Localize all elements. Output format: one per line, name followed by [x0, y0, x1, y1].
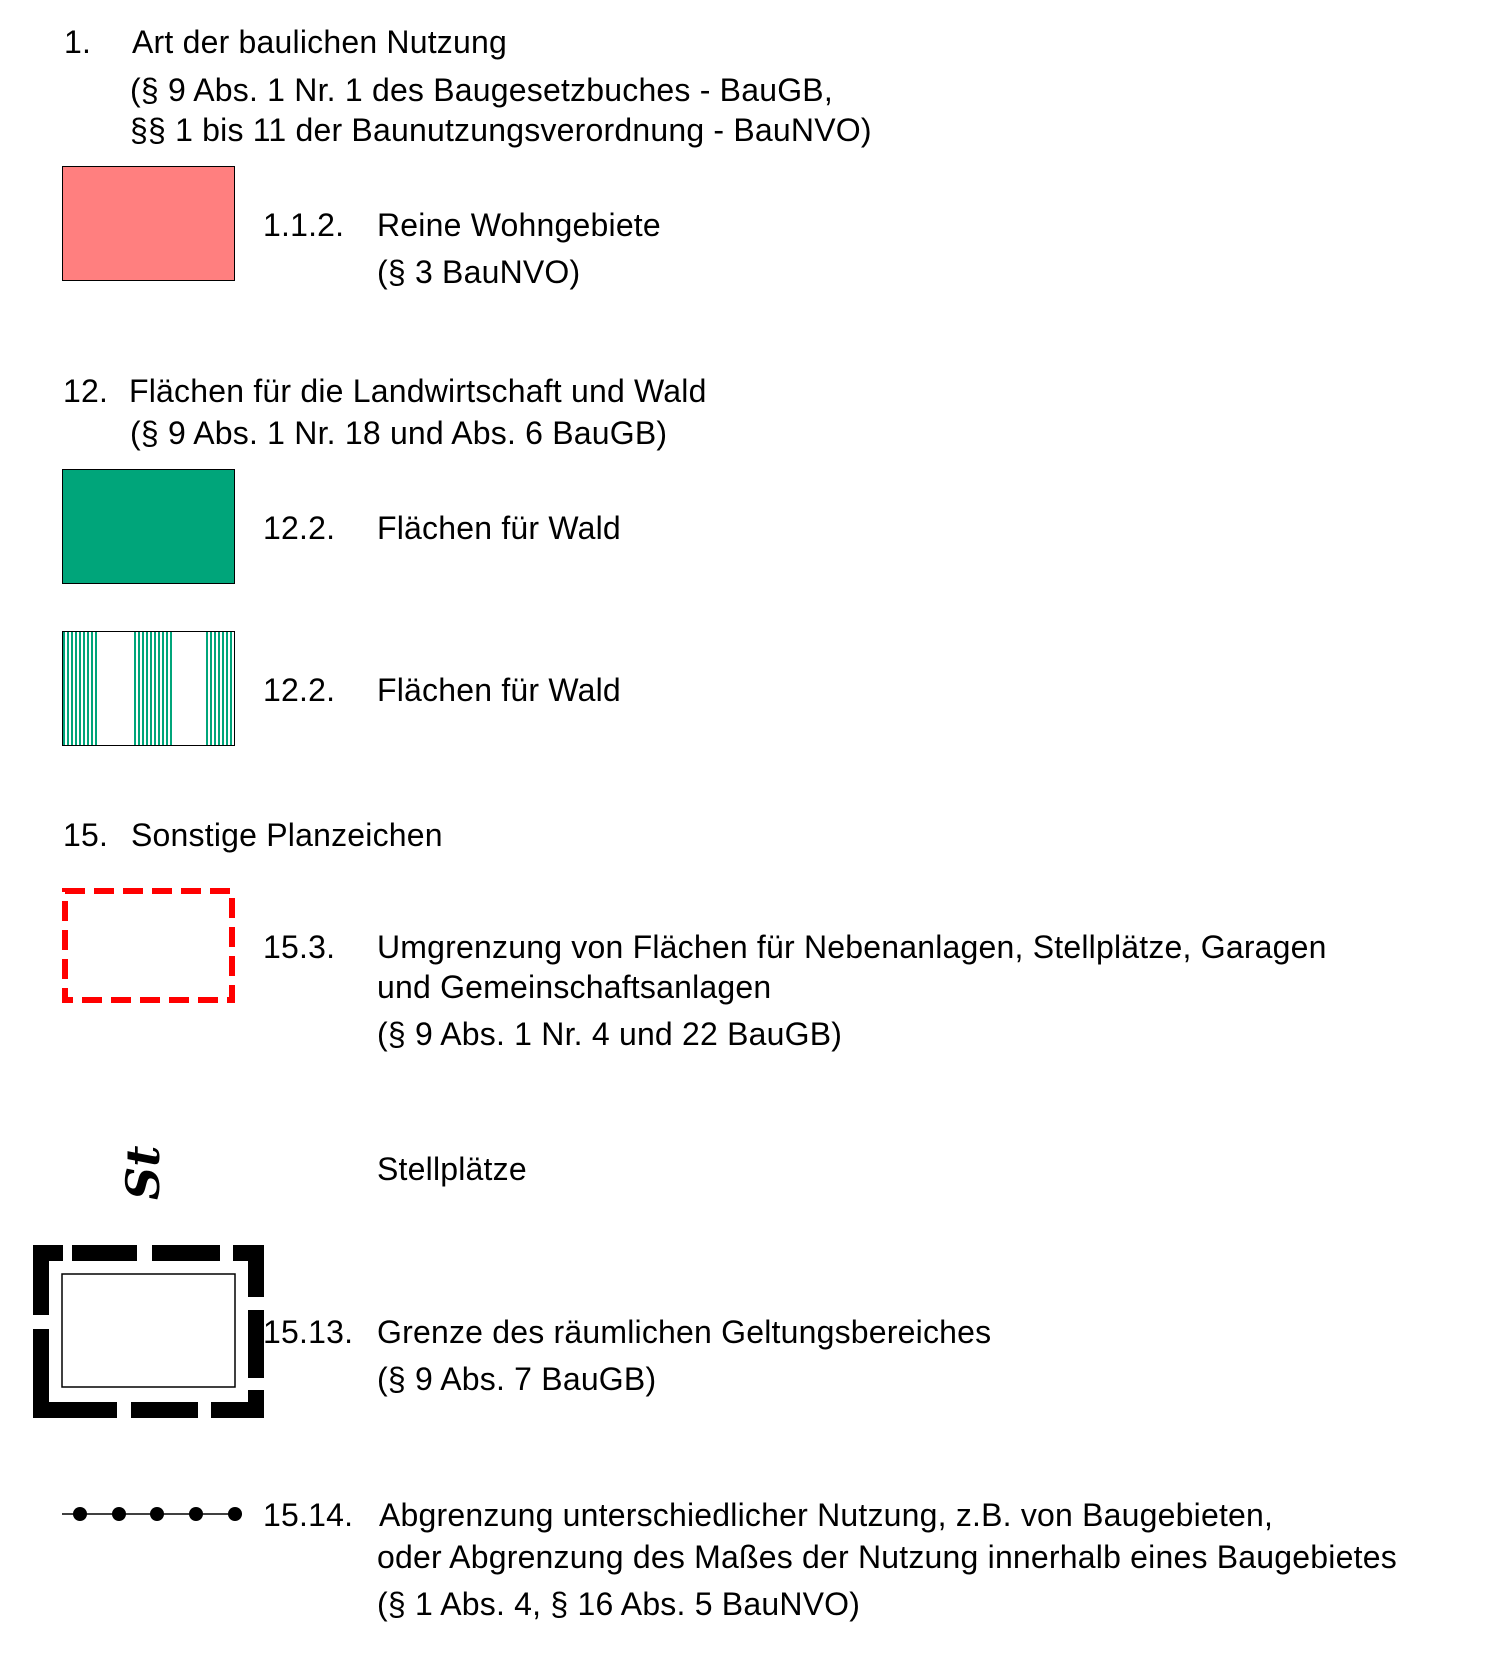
legend-label: Umgrenzung von Flächen für Nebenanlagen, Stellplätze, Garagen	[377, 929, 1327, 965]
legend-symbol-pink-fill	[62, 166, 235, 281]
border-segment	[233, 1245, 264, 1297]
section-title: Sonstige Planzeichen	[131, 817, 443, 853]
dot	[150, 1507, 164, 1521]
legend-reference: (§ 9 Abs. 1 Nr. 4 und 22 BauGB)	[377, 1016, 843, 1052]
legend-code: 1.1.2.	[263, 207, 345, 243]
legend-label: und Gemeinschaftsanlagen	[377, 969, 772, 1005]
section-reference: (§ 9 Abs. 1 Nr. 18 und Abs. 6 BauGB)	[130, 415, 668, 451]
section-reference: §§ 1 bis 11 der Baunutzungsverordnung - BauNVO)	[130, 112, 872, 148]
section-title: Flächen für die Landwirtschaft und Wald	[129, 373, 707, 409]
stellplatz-st-symbol	[116, 1145, 178, 1200]
dot	[228, 1507, 242, 1521]
legend-label: Stellplätze	[377, 1151, 527, 1187]
section-reference: (§ 9 Abs. 1 Nr. 1 des Baugesetzbuches - BauGB,	[130, 72, 833, 108]
legend-label: Reine Wohngebiete	[377, 207, 661, 243]
legend-reference: (§ 1 Abs. 4, § 16 Abs. 5 BauNVO)	[377, 1586, 861, 1622]
legend-code: 15.13.	[263, 1314, 354, 1350]
legend-symbol-green-stripes	[62, 631, 235, 746]
border-segment	[211, 1390, 264, 1418]
section-number: 12.	[63, 373, 109, 409]
section-number: 1.	[64, 24, 92, 60]
legend-code: 15.14.	[263, 1497, 354, 1533]
border-segment	[152, 1245, 220, 1261]
legend-code: 12.2.	[263, 510, 336, 546]
legend-label: oder Abgrenzung des Maßes der Nutzung innerhalb eines Baugebietes	[377, 1539, 1397, 1575]
legend-symbol-dotted-line	[60, 1502, 246, 1526]
st-glyph: St	[116, 1145, 170, 1200]
inner-area	[62, 1274, 235, 1387]
legend-label: Flächen für Wald	[377, 510, 621, 546]
red-dashed-rect	[65, 891, 232, 1000]
section-title: Art der baulichen Nutzung	[132, 24, 507, 60]
dot	[73, 1507, 87, 1521]
border-segment	[131, 1402, 198, 1418]
legend-code: 15.3.	[263, 929, 336, 965]
legend-label: Flächen für Wald	[377, 672, 621, 708]
legend-symbol-geltungsbereich-border	[33, 1245, 264, 1418]
legend-symbol-red-dashed-border	[62, 888, 235, 1003]
legend-label: Abgrenzung unterschiedlicher Nutzung, z.B. von Baugebieten,	[379, 1497, 1274, 1533]
dot	[189, 1507, 203, 1521]
legend-reference: (§ 9 Abs. 7 BauGB)	[377, 1361, 657, 1397]
border-segment	[72, 1245, 137, 1261]
legend-reference: (§ 3 BauNVO)	[377, 254, 581, 290]
legend-label: Grenze des räumlichen Geltungsbereiches	[377, 1314, 992, 1350]
dot	[112, 1507, 126, 1521]
legend-symbol-green-fill	[62, 469, 235, 584]
border-segment	[33, 1245, 63, 1315]
border-segment	[248, 1310, 264, 1378]
section-number: 15.	[63, 817, 109, 853]
legend-code: 12.2.	[263, 672, 336, 708]
